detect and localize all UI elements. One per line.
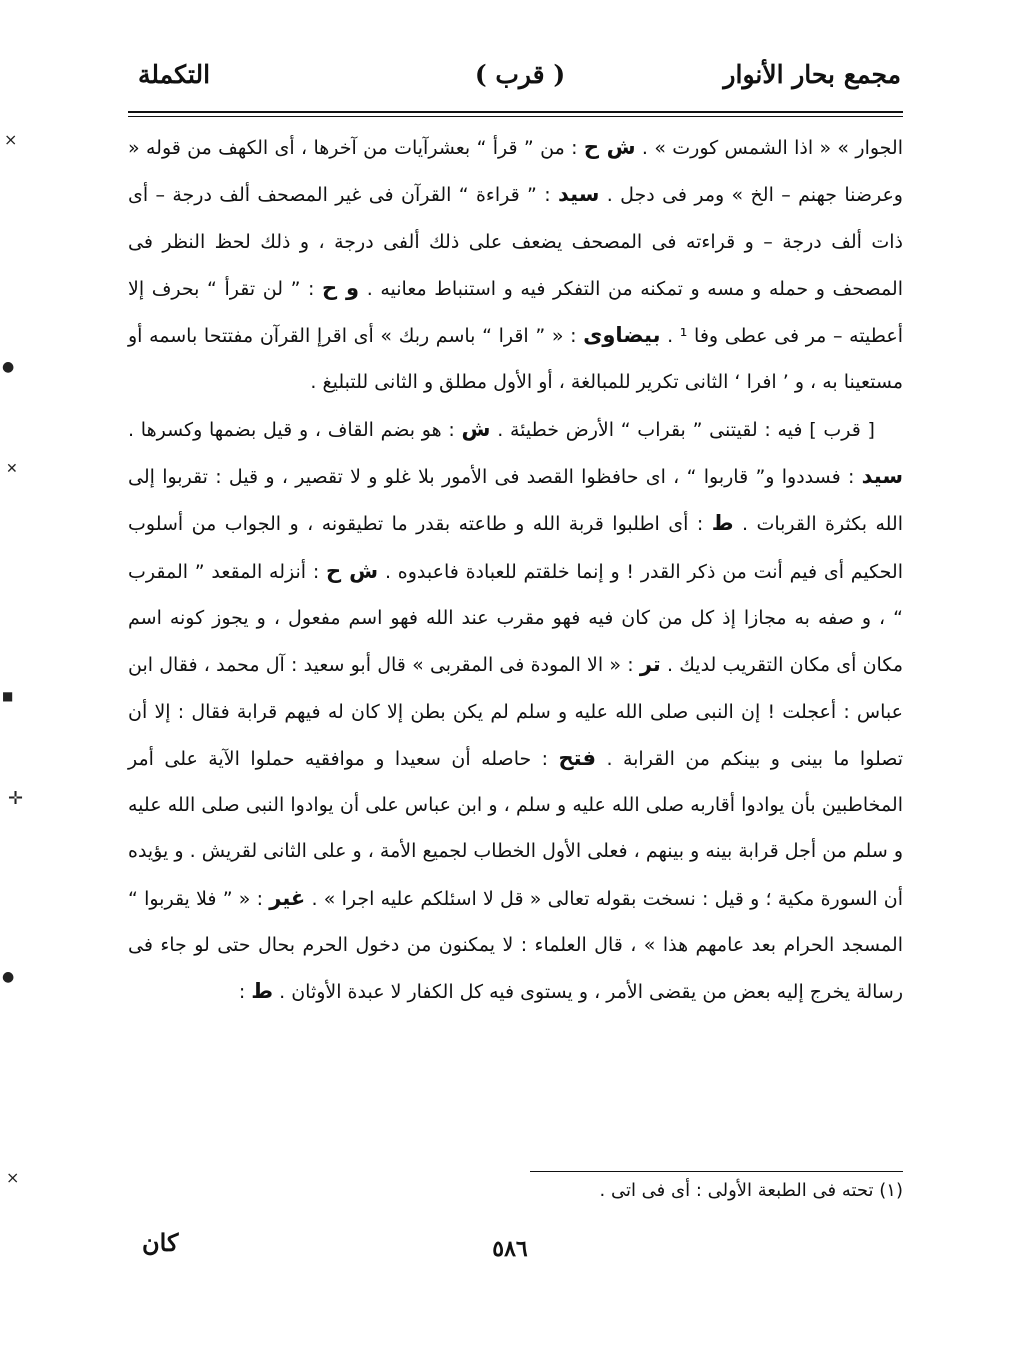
margin-mark: ● <box>2 969 15 985</box>
entry-heading: ( قرب ) <box>474 60 566 89</box>
source-abbreviation: سيد <box>558 182 600 207</box>
body-text <box>128 124 903 1016</box>
header-rule <box>128 111 903 113</box>
source-abbreviation: فتح <box>558 745 597 770</box>
margin-mark: ⨯ <box>6 1168 20 1187</box>
source-abbreviation: تر <box>639 652 661 677</box>
text-run: : « ” اقرا “ باسم ربك » أى اقرإ القرآن مفتتحا باسمه أو مستعينا به ، و ’ افرا ‘ الثانى تكرير للمبالغة ، أو الأول مطلق و الثانى للتبليغ . <box>128 325 903 394</box>
text-run: : « ” فلا يقربوا “ المسجد الحرام بعد عامهم هذا » ، قال العلماء : لا يمكنون من دخول الحرم بحال حتى لو جاء فى رسالة يخرج إليه بعض من يقضى الأمر ، و يستوى فيه كل الكفار لا عبدة الأوثان . <box>128 887 903 1004</box>
paragraph <box>128 124 903 406</box>
margin-mark: ⨯ <box>4 130 18 149</box>
header-rule-thin <box>128 116 903 117</box>
margin-mark: ● <box>2 359 15 375</box>
text-run: : فسددوا و” قاربوا “ ، اى حافظوا القصد فى الأمور بلا غلو و لا تقصير ، و قيل : تقربوا إلى الله بكثرة القربات . <box>128 466 903 536</box>
text-run: [ قرب ] فيه : لقيتنى ” بقراب “ الأرض خطيئة . <box>490 418 875 441</box>
section-title: التكملة <box>138 60 211 89</box>
text-run: : أى اطلبوا قربة الله و طاعته بقدر ما تطيقونه ، و الجواب من أسلوب الحكيم أى فيم أنت من ذكر القدر ! و إنما خلقتم للعبادة فاعبدوه . <box>128 513 903 583</box>
margin-mark: ✕ <box>6 461 18 477</box>
margin-mark: ✛ <box>8 788 24 809</box>
source-abbreviation: ط <box>251 979 274 1004</box>
source-abbreviation: بيضاوى <box>583 323 661 348</box>
text-run: : هو بضم القاف ، و قيل بضمها وكسرها . <box>128 418 462 441</box>
text-run: : من ” قرأ “ بعشرآيات من آخرها ، أى الكهف من قوله « وعرضنا جهنم – الخ » ومر فى دجل . <box>128 137 903 207</box>
text-run: : « الا المودة فى المقربى » قال أبو سعيد : آل محمد ، فقال ابن عباس : أعجلت ! إن النبى صلى الله عليه و سلم لم يكن بطن إلا كان له فيهم قرابة فقال : إلا أن تصلوا ما بينى و بينكم من القرابة . <box>128 654 904 770</box>
source-abbreviation: و ح <box>322 275 360 300</box>
margin-mark: ■ <box>2 689 14 703</box>
source-abbreviation: ط <box>711 511 734 536</box>
text-run: : أنزله المقعد ” المقرب “ ، و صفه به مجازا إذ كل من كان فيه فهو مقرب عند الله فهو اسم مفعول ، و يجوز كونه اسم مكان أى مكان التقريب لديك . <box>128 560 903 677</box>
footnote-rule <box>530 1171 903 1172</box>
catchword: كان <box>142 1228 179 1257</box>
paragraph <box>128 406 903 1016</box>
footnote: (١) تحته فى الطبعة الأولى : أى فى اتى . <box>599 1180 903 1201</box>
text-run: : حاصله أن سعيدا و موافقيه حملوا الآية على أمر المخاطبين بأن يوادوا أقاربه صلى الله عليه و سلم ، و ابن عباس على أن يوادوا النبى صلى الله عليه و سلم من أجل قرابة بينه و بينهم ، فعلى الأول الخطاب لجميع الأمة ، و على الثانى لقريش . و يؤيده أن السورة مكية ؛ و قيل : نسخت بقوله تعالى « قل لا اسئلكم عليه اجرا » . <box>128 747 904 910</box>
source-abbreviation: ش ح <box>583 135 636 159</box>
source-abbreviation: ش ح <box>326 558 379 583</box>
running-title: مجمع بحار الأنوار <box>723 60 901 89</box>
text-run: : ” قراءة “ القرآن فى غير المصحف ألف درجة – أى ذات ألف درجة – و قراءته فى المصحف يضعف على ذلك ألفى درجة ، و ذلك لحظ النظر فى المصحف و حمله و مسه و تمكنه من التفكر فيه و استنباط معانيه . <box>128 184 903 300</box>
source-abbreviation: غير <box>269 885 306 910</box>
text-run: : <box>238 981 252 1004</box>
text-run: الجوار » « اذا الشمس كورت » . <box>635 137 904 159</box>
text-run: : ” لن تقرأ “ بحرف إلا أعطيته – مر فى عطى وفا ¹ . <box>128 277 903 348</box>
source-abbreviation: ش <box>461 416 491 441</box>
page-number: ٥٨٦ <box>492 1236 528 1262</box>
source-abbreviation: سيد <box>861 464 903 489</box>
